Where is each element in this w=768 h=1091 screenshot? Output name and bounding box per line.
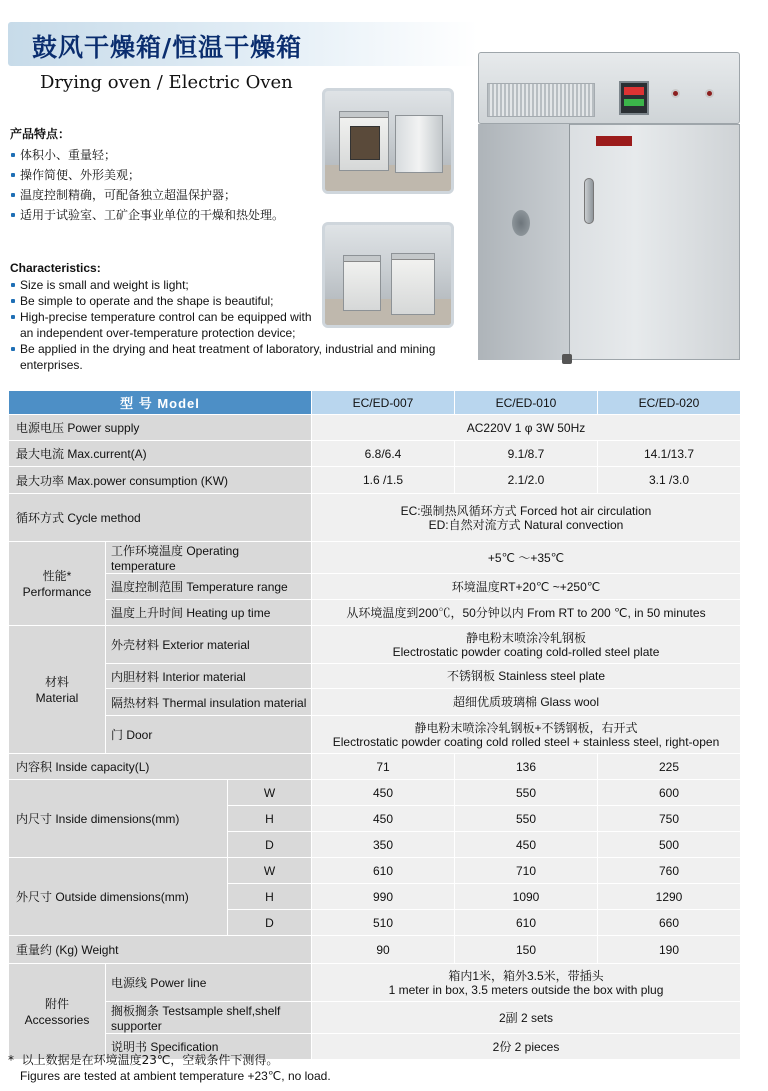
dimension-letter: D bbox=[228, 832, 312, 858]
cell-value: 750 bbox=[598, 806, 741, 832]
table-row bbox=[9, 542, 741, 574]
row-label: 电源线 Power line bbox=[106, 964, 312, 1002]
table-header-row bbox=[9, 391, 741, 415]
table-row bbox=[9, 689, 741, 716]
feature-item: 操作简便、外形美观； bbox=[10, 165, 284, 185]
cell-line: Electrostatic powder coating cold rolled steel + stainless steel, right-open bbox=[332, 734, 720, 749]
group-label-accessories bbox=[9, 964, 106, 1060]
group-label-en: Accessories bbox=[24, 1012, 90, 1027]
features-cn bbox=[10, 124, 284, 225]
row-label: 说明书 Specification bbox=[106, 1034, 312, 1060]
cell-value: 610 bbox=[455, 910, 598, 936]
brand-plate bbox=[596, 136, 632, 146]
row-label: 门 Door bbox=[106, 716, 312, 754]
characteristic-item: Be applied in the drying and heat treatment of laboratory, industrial and mining enterprises. bbox=[10, 341, 480, 373]
row-label: 内容积 Inside capacity(L) bbox=[9, 754, 312, 780]
cell-value bbox=[312, 716, 741, 754]
cell-value: 超细优质玻璃棉 Glass wool bbox=[312, 689, 741, 716]
oven-photo-icon bbox=[339, 111, 389, 171]
indicator-icon bbox=[705, 89, 714, 98]
cell-value: 500 bbox=[598, 832, 741, 858]
group-label-material bbox=[9, 626, 106, 754]
door-handle-icon bbox=[584, 178, 594, 224]
cell-line: 静电粉末喷涂冷轧钢板 bbox=[465, 630, 586, 645]
cell-value: 990 bbox=[312, 884, 455, 910]
cell-value: 90 bbox=[312, 936, 455, 964]
dimension-letter: H bbox=[228, 884, 312, 910]
oven-product-image bbox=[478, 44, 740, 366]
cell-line: 静电粉末喷涂冷轧钢板+不锈钢板，右开式 bbox=[414, 720, 638, 735]
footnote-cn: 以上数据是在环境温度23℃，空载条件下测得。 bbox=[21, 1053, 279, 1067]
oven-side bbox=[478, 124, 570, 360]
dimension-letter: W bbox=[228, 858, 312, 884]
cell-value: 450 bbox=[312, 780, 455, 806]
characteristic-item: High-precise temperature control can be equipped with bbox=[10, 309, 480, 325]
table-row bbox=[9, 858, 741, 884]
row-label: 电源电压 Power supply bbox=[9, 415, 312, 441]
page-title-en: Drying oven / Electric Oven bbox=[40, 72, 293, 93]
features-heading: 产品特点： bbox=[10, 127, 71, 141]
cell-value bbox=[312, 626, 741, 664]
cycle-line-ec: EC:强制热风循环方式 Forced hot air circulation bbox=[400, 503, 652, 518]
cell-value: 550 bbox=[455, 806, 598, 832]
footnote-en: Figures are tested at ambient temperature +23℃, no load. bbox=[20, 1069, 331, 1083]
cell-value: +5℃ ～+35℃ bbox=[312, 542, 741, 574]
power-switch-icon bbox=[671, 89, 680, 98]
cell-value: 环境温度RT+20℃ ~+250℃ bbox=[312, 574, 741, 600]
dimension-letter: W bbox=[228, 780, 312, 806]
footnote-cn-line bbox=[8, 1052, 331, 1068]
cell-value: 从环境温度到200℃，50分钟以内 From RT to 200 ℃, in 50 minutes bbox=[312, 600, 741, 626]
row-label: 循环方式 Cycle method bbox=[9, 494, 312, 542]
oven-photo-icon bbox=[395, 115, 443, 173]
cell-value: 550 bbox=[455, 780, 598, 806]
vent-icon bbox=[512, 210, 530, 236]
characteristic-item: Size is small and weight is light; bbox=[10, 277, 480, 293]
characteristics-heading: Characteristics: bbox=[10, 261, 101, 275]
cell-value: 760 bbox=[598, 858, 741, 884]
footnote-marker: * bbox=[8, 1053, 14, 1067]
feature-item: 适用于试验室、工矿企事业单位的干燥和热处理。 bbox=[10, 205, 284, 225]
cell-value: 1.6 /1.5 bbox=[312, 467, 455, 494]
group-label-cn: 材料 bbox=[44, 674, 69, 689]
cell-value: 9.1/8.7 bbox=[455, 441, 598, 467]
footnote bbox=[8, 1052, 331, 1084]
group-label-cn: 性能* bbox=[42, 568, 72, 583]
model-header: 型 号 Model bbox=[9, 391, 312, 415]
cell-value: 6.8/6.4 bbox=[312, 441, 455, 467]
cell-value: 3.1 /3.0 bbox=[598, 467, 741, 494]
cell-value: 450 bbox=[312, 806, 455, 832]
oven-control-panel bbox=[478, 52, 740, 124]
temperature-display-icon bbox=[619, 81, 649, 115]
cell-value bbox=[312, 964, 741, 1002]
cell-value: 14.1/13.7 bbox=[598, 441, 741, 467]
row-label: 温度上升时间 Heating up time bbox=[106, 600, 312, 626]
group-label-en: Performance bbox=[22, 584, 92, 599]
cell-value: 2份 2 pieces bbox=[312, 1034, 741, 1060]
cell-value: 不锈钢板 Stainless steel plate bbox=[312, 664, 741, 689]
cell-value: 350 bbox=[312, 832, 455, 858]
table-row bbox=[9, 467, 741, 494]
row-label: 最大电流 Max.current(A) bbox=[9, 441, 312, 467]
cell-value: 660 bbox=[598, 910, 741, 936]
row-label: 外尺寸 Outside dimensions(mm) bbox=[9, 858, 228, 936]
row-label: 温度控制范围 Temperature range bbox=[106, 574, 312, 600]
cell-value: 136 bbox=[455, 754, 598, 780]
model-cell: EC/ED-007 bbox=[312, 391, 455, 415]
cell-value bbox=[312, 494, 741, 542]
table-row bbox=[9, 664, 741, 689]
feature-item: 温度控制精确，可配备独立超温保护器； bbox=[10, 185, 284, 205]
table-row bbox=[9, 936, 741, 964]
table-row bbox=[9, 780, 741, 806]
row-label: 工作环境温度 Operating temperature bbox=[106, 542, 312, 574]
cell-line: 1 meter in box, 3.5 meters outside the box with plug bbox=[388, 982, 664, 997]
cell-value: 1290 bbox=[598, 884, 741, 910]
cell-value: 610 bbox=[312, 858, 455, 884]
oven-photo-icon bbox=[343, 255, 381, 311]
oven-grille bbox=[487, 83, 595, 117]
oven-photo-icon bbox=[391, 253, 435, 315]
row-label: 最大功率 Max.power consumption (KW) bbox=[9, 467, 312, 494]
group-label-performance bbox=[9, 542, 106, 626]
group-label-cn: 附件 bbox=[44, 996, 69, 1011]
row-label: 重量约 (Kg) Weight bbox=[9, 936, 312, 964]
cell-value: 450 bbox=[455, 832, 598, 858]
cycle-line-ed: ED:自然对流方式 Natural convection bbox=[428, 517, 624, 532]
table-row bbox=[9, 494, 741, 542]
cell-value: 2副 2 sets bbox=[312, 1002, 741, 1034]
table-row bbox=[9, 441, 741, 467]
feature-item: 体积小、重量轻； bbox=[10, 145, 284, 165]
page-title-cn: 鼓风干燥箱/恒温干燥箱 bbox=[32, 33, 303, 62]
row-label: 内尺寸 Inside dimensions(mm) bbox=[9, 780, 228, 858]
table-row bbox=[9, 574, 741, 600]
spec-table bbox=[8, 390, 741, 1060]
model-cell: EC/ED-020 bbox=[598, 391, 741, 415]
characteristic-item: Be simple to operate and the shape is beautiful; bbox=[10, 293, 480, 309]
table-row bbox=[9, 754, 741, 780]
cell-line: Electrostatic powder coating cold-rolled steel plate bbox=[392, 644, 660, 659]
table-row bbox=[9, 415, 741, 441]
cell-value: 225 bbox=[598, 754, 741, 780]
table-row bbox=[9, 600, 741, 626]
cell-line: 箱内1米，箱外3.5米，带插头 bbox=[448, 968, 604, 983]
table-row bbox=[9, 1002, 741, 1034]
cell-value: 600 bbox=[598, 780, 741, 806]
lab-photo-1 bbox=[322, 88, 454, 194]
table-row bbox=[9, 626, 741, 664]
row-label: 搁板搁条 Testsample shelf,shelf supporter bbox=[106, 1002, 312, 1034]
cell-value: 2.1/2.0 bbox=[455, 467, 598, 494]
cell-value: 1090 bbox=[455, 884, 598, 910]
dimension-letter: D bbox=[228, 910, 312, 936]
oven-foot bbox=[562, 354, 572, 364]
row-label: 内胆材料 Interior material bbox=[106, 664, 312, 689]
table-row bbox=[9, 716, 741, 754]
cell-value: 510 bbox=[312, 910, 455, 936]
cell-value: 71 bbox=[312, 754, 455, 780]
cell-value: 150 bbox=[455, 936, 598, 964]
characteristic-item-continued: an independent over-temperature protection device; bbox=[20, 326, 296, 340]
row-label: 外壳材料 Exterior material bbox=[106, 626, 312, 664]
table-row bbox=[9, 964, 741, 1002]
row-label: 隔热材料 Thermal insulation material bbox=[106, 689, 312, 716]
cell-value: 710 bbox=[455, 858, 598, 884]
cell-value: AC220V 1 φ 3W 50Hz bbox=[312, 415, 741, 441]
dimension-letter: H bbox=[228, 806, 312, 832]
group-label-en: Material bbox=[35, 690, 79, 705]
model-cell: EC/ED-010 bbox=[455, 391, 598, 415]
cell-value: 190 bbox=[598, 936, 741, 964]
lab-photo-2 bbox=[322, 222, 454, 328]
